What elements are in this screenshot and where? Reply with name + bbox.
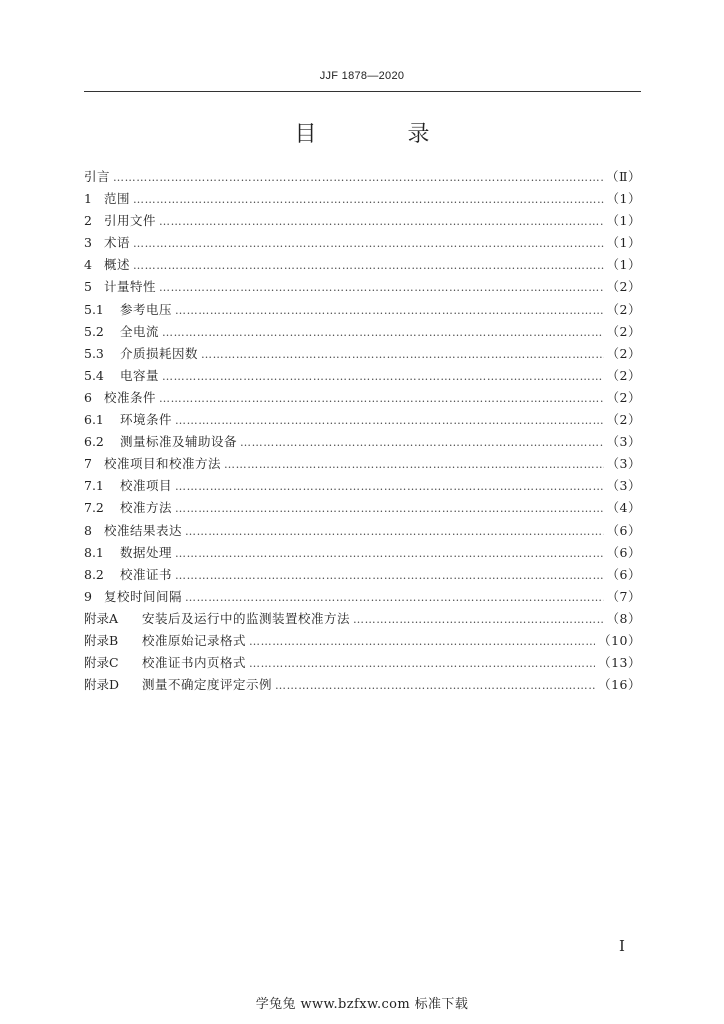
- toc-entry-page: （2）: [606, 367, 641, 383]
- toc-entry-number: 2: [84, 213, 92, 229]
- toc-entry-page: （3）: [606, 434, 641, 450]
- toc-entry-number: 8.2: [84, 566, 104, 582]
- toc-entry-page: （1）: [606, 213, 641, 229]
- toc-entry-page: （3）: [606, 478, 641, 494]
- toc-leader-dots: [249, 631, 595, 653]
- toc-entry-title: 全电流: [120, 323, 160, 339]
- watermark-footer: 学兔兔 www.bzfxw.com 标准下载: [255, 997, 469, 1012]
- toc-entry-number: 7.1: [84, 478, 104, 494]
- toc-entry-title: 参考电压: [120, 301, 173, 317]
- toc-entry-title: 校准证书: [120, 566, 173, 582]
- toc-entry-page: （2）: [606, 389, 641, 405]
- toc-entry-number: 5.2: [84, 323, 104, 339]
- table-of-contents: [84, 166, 641, 696]
- toc-entry-number: 附录B: [84, 632, 119, 648]
- toc-entry-number: 7.2: [84, 500, 104, 516]
- toc-entry[interactable]: [84, 674, 641, 696]
- toc-leader-dots: [133, 189, 604, 211]
- toc-entry-number: 1: [84, 191, 92, 207]
- toc-entry-page: （8）: [606, 610, 641, 626]
- toc-entry-page: （1）: [606, 235, 641, 251]
- toc-leader-dots: [162, 366, 604, 388]
- toc-leader-dots: [185, 521, 604, 543]
- toc-entry-title: 电容量: [120, 367, 160, 383]
- toc-entry-title: 测量不确定度评定示例: [142, 677, 273, 693]
- toc-entry-number: 5.1: [84, 301, 104, 317]
- toc-entry[interactable]: [84, 608, 641, 630]
- toc-entry-title: 引言: [84, 169, 111, 184]
- toc-entry-number: 9: [84, 588, 92, 604]
- toc-leader-dots: [175, 476, 604, 498]
- toc-entry-title: 校准项目: [120, 478, 173, 494]
- toc-entry-title: 计量特性: [104, 279, 157, 295]
- toc-entry-page: （6）: [606, 544, 641, 560]
- page-folio: I: [619, 937, 625, 955]
- toc-entry-page: （10）: [598, 632, 641, 648]
- toc-entry[interactable]: [84, 630, 641, 652]
- toc-entry-page: （2）: [606, 279, 641, 295]
- header-rule: [84, 91, 641, 92]
- toc-leader-dots: [159, 211, 604, 233]
- toc-entry-page: （2）: [606, 301, 641, 317]
- toc-entry[interactable]: [84, 586, 641, 608]
- toc-leader-dots: [224, 454, 604, 476]
- toc-entry-page: （2）: [606, 412, 641, 428]
- toc-entry-title: 校准证书内页格式: [142, 655, 247, 671]
- toc-entry-number: 附录C: [84, 655, 119, 671]
- toc-entry-page: （1）: [606, 257, 641, 273]
- toc-entry-title: 概述: [104, 257, 131, 273]
- toc-entry[interactable]: [84, 166, 641, 188]
- toc-entry-number: 附录A: [84, 610, 119, 626]
- toc-leader-dots: [133, 255, 604, 277]
- toc-entry-title: 校准条件: [104, 389, 157, 405]
- toc-leader-dots: [240, 432, 604, 454]
- toc-entry-page: （13）: [598, 655, 641, 671]
- toc-entry-page: （2）: [606, 323, 641, 339]
- toc-entry-title: 校准方法: [120, 500, 173, 516]
- toc-entry-number: 3: [84, 235, 92, 251]
- toc-entry-title: 安装后及运行中的监测装置校准方法: [142, 610, 351, 626]
- toc-entry[interactable]: [84, 564, 641, 586]
- toc-entry-number: 8.1: [84, 544, 104, 560]
- toc-entry-title: 校准项目和校准方法: [104, 456, 222, 472]
- toc-entry[interactable]: [84, 542, 641, 564]
- toc-entry-title: 复校时间间隔: [104, 588, 183, 604]
- toc-entry-number: 4: [84, 257, 92, 273]
- toc-entry-title: 数据处理: [120, 544, 173, 560]
- toc-entry-number: 5.3: [84, 345, 104, 361]
- document-code-header: JJF 1878—2020: [319, 70, 405, 82]
- toc-leader-dots: [353, 609, 604, 631]
- toc-entry[interactable]: [84, 321, 641, 343]
- toc-entry-page: （Ⅱ）: [606, 169, 641, 184]
- toc-entry-page: （7）: [606, 588, 641, 604]
- toc-entry-title: 校准原始记录格式: [142, 632, 247, 648]
- toc-entry-page: （6）: [606, 566, 641, 582]
- toc-entry[interactable]: [84, 475, 641, 497]
- toc-leader-dots: [175, 498, 604, 520]
- toc-entry-page: （4）: [606, 500, 641, 516]
- toc-entry[interactable]: [84, 431, 641, 453]
- toc-entry[interactable]: [84, 497, 641, 519]
- toc-entry[interactable]: [84, 210, 641, 232]
- toc-entry-page: （6）: [606, 522, 641, 538]
- toc-entry[interactable]: [84, 343, 641, 365]
- toc-entry-title: 环境条件: [120, 412, 173, 428]
- toc-leader-dots: [275, 675, 595, 697]
- toc-entry[interactable]: [84, 409, 641, 431]
- toc-entry-number: 5: [84, 279, 92, 295]
- page-title: 目 录: [294, 122, 472, 147]
- toc-leader-dots: [175, 300, 604, 322]
- toc-entry[interactable]: [84, 453, 641, 475]
- toc-entry-number: 6: [84, 389, 92, 405]
- toc-entry[interactable]: [84, 387, 641, 409]
- toc-leader-dots: [162, 322, 604, 344]
- toc-leader-dots: [185, 587, 604, 609]
- toc-entry-title: 校准结果表达: [104, 522, 183, 538]
- toc-entry-title: 引用文件: [104, 213, 157, 229]
- toc-leader-dots: [175, 543, 604, 565]
- toc-entry-title: 范围: [104, 191, 131, 207]
- toc-entry[interactable]: [84, 254, 641, 276]
- toc-entry[interactable]: [84, 276, 641, 298]
- toc-entry-number: 7: [84, 456, 92, 472]
- toc-entry[interactable]: [84, 232, 641, 254]
- toc-entry-page: （3）: [606, 456, 641, 472]
- toc-entry[interactable]: [84, 188, 641, 210]
- toc-entry-number: 6.2: [84, 434, 104, 450]
- toc-entry-title: 术语: [104, 235, 131, 251]
- toc-leader-dots: [201, 344, 604, 366]
- toc-entry-page: （16）: [598, 677, 641, 693]
- toc-entry-title: 介质损耗因数: [120, 345, 199, 361]
- toc-entry[interactable]: [84, 299, 641, 321]
- toc-entry[interactable]: [84, 520, 641, 542]
- toc-entry-page: （2）: [606, 345, 641, 361]
- toc-leader-dots: [175, 410, 604, 432]
- toc-entry-number: 5.4: [84, 367, 104, 383]
- toc-entry-page: （1）: [606, 191, 641, 207]
- toc-entry-title: 测量标准及辅助设备: [120, 434, 238, 450]
- toc-entry-number: 8: [84, 522, 92, 538]
- toc-leader-dots: [133, 233, 604, 255]
- toc-entry[interactable]: [84, 365, 641, 387]
- toc-leader-dots: [113, 167, 603, 189]
- toc-leader-dots: [159, 277, 604, 299]
- toc-entry-number: 附录D: [84, 677, 120, 693]
- toc-entry-number: 6.1: [84, 412, 104, 428]
- toc-leader-dots: [249, 653, 595, 675]
- toc-leader-dots: [175, 565, 604, 587]
- toc-entry[interactable]: [84, 652, 641, 674]
- toc-leader-dots: [159, 388, 604, 410]
